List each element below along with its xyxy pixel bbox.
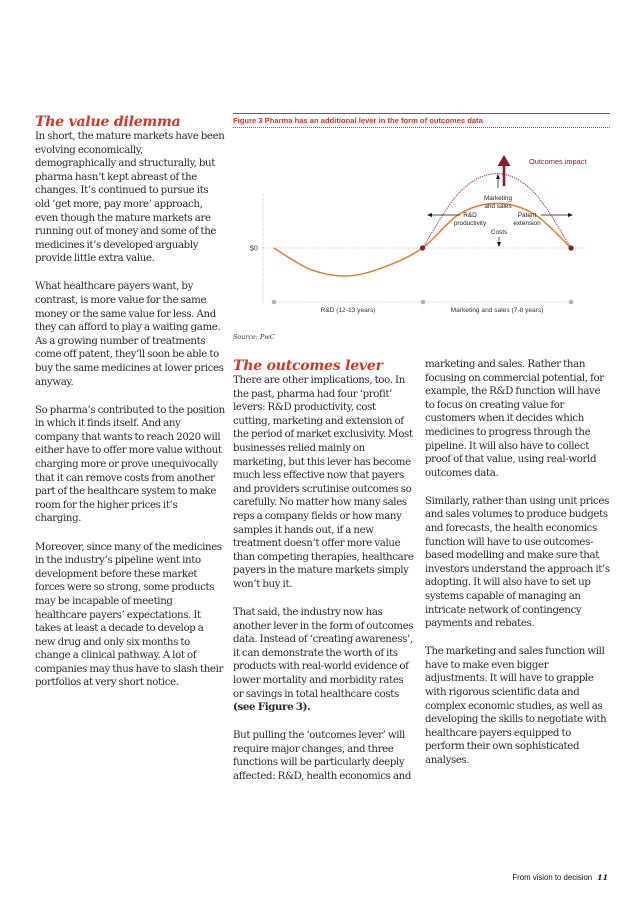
figure-title: Figure 3 Pharma has an additional lever in the form of outcomes data [233,116,483,125]
right-column [425,358,611,782]
outcomes-impact-arrow-head [498,155,511,166]
annotation-extension: extension [513,220,541,227]
figure-reference: (see Figure 3). [233,701,311,714]
figure-title-underline [233,127,610,128]
phase-label-rd: R&D (12-13 years) [320,307,376,314]
patent-right-arrowhead [568,213,573,217]
figure-top-rule [233,113,610,114]
paragraph: In short, the mature markets have been evolving economically, demographically and structurally, but pharma hasn’t kept abreast of the changes. It’s continued to pursue its old ‘get more, pay more’ approach, even though the mature markets are running out of money and some of the medicines it’s developed arguably provide little extra value. [35,131,225,265]
rd-left-arrowhead [427,213,432,217]
section-heading-value-dilemma: The value dilemma [35,114,181,130]
paragraph: Similarly, rather than using unit prices and sales volumes to produce budgets and forecasts, the health economics function will have to use outcomes-based modelling and make sure that investors understand the approach it’s adopting. It will also have to set up systems capable of managing an intricate network of contingency payments and rebates. [425,495,610,630]
page-footer [512,873,608,882]
phase-dot-mid [421,300,426,305]
publication-title: From vision to decision [512,873,593,882]
paragraph: marketing and sales. Rather than focusing on commercial potential, for example, the R&D function will have to focus on creating value for customers when it decides which medicines to progress through the pipeline. It will also have to collect proof of that value, using real-world outcomes data. [425,359,604,479]
paragraph [233,606,415,715]
annotation-costs: Costs [490,229,508,236]
phase-label-marketing: Marketing and sales (7-8 years) [450,307,544,314]
series-outcomes-curve [423,174,572,248]
annotation-and-sales: and sales [484,203,512,210]
paragraph: But pulling the ‘outcomes lever’ will require major changes, and three functions will be particularly deeply affected: R&D, health economics and [233,730,412,783]
figure-source: Source: PwC [233,333,275,341]
y-tick-zero: $0 [250,245,258,253]
annotation-patent: Patent [517,212,537,219]
paragraph: Moreover, since many of the medicines in the industry’s pipeline went into development before these market forces were so strong, some products may be incapable of meeting healthcare payers’ expectations. It takes at least a decade to develop a new drug and only six months to change a clinical pathway. A lot of companies may thus have to slash their portfolios at very short notice. [35,541,224,689]
outcomes-impact-label: Outcomes impact [529,157,587,166]
paragraph: So pharma’s contributed to the position in which it finds itself. And any company that wants to reach 2020 will either have to offer more value without charging more or prove unequivocally that it can remove costs from another part of the healthcare system to make room for the higher prices it’s charging. [35,404,225,525]
paragraph: There are other implications, too. In the past, pharma had four ‘profit’ levers: R&D productivity, cost cutting, marketing and extension of the period of market exclusivity. Most businesses relied mainly on marketing, but this lever has become much less effective now that payers and providers scrutinise outcomes so carefully. No matter how many sales reps a company fields or how many samples it hands out, if a new treatment doesn’t offer more value than competing therapies, healthcare payers in the mature markets simply won’t buy it. [233,375,414,590]
phase-dot-end [569,300,574,305]
costs-down-arrowhead [497,242,501,247]
annotation-rd: R&D [463,212,477,219]
paragraph: The marketing and sales function will have to make even bigger adjustments. It will have to grapple with rigorous scientific data and complex economic studies, as well as developing the skills to negotiate with healthcare payers equipped to perform their own sophisticated analyses. [425,646,607,767]
middle-column [233,358,415,798]
paragraph-text: That said, the industry now has another lever in the form of outcomes data. Instead of ‘creating awareness’, it can demonstrate the worth of its products with real-world evidence of lower mortality and morbidity rates or savings in total healthcare costs [233,607,414,700]
left-column [35,114,225,705]
marketing-up-arrowhead [496,174,500,179]
paragraph: What healthcare payers want, by contrast, is more value for the same money or the same value for less. And they can afford to play a waiting game. As a growing number of treatments come off patent, they’ll soon be able to buy the same medicines at lower prices anyway. [35,281,224,388]
section-heading-outcomes-lever: The outcomes lever [233,358,383,374]
page-number: 11 [597,873,608,882]
phase-boundary-marker [420,245,425,250]
phase-dot-start [272,300,277,305]
phase-boundary-marker [568,245,573,250]
annotation-productivity: productivity [453,220,487,227]
lifecycle-chart [230,140,610,320]
annotation-marketing: Marketing [483,195,513,202]
